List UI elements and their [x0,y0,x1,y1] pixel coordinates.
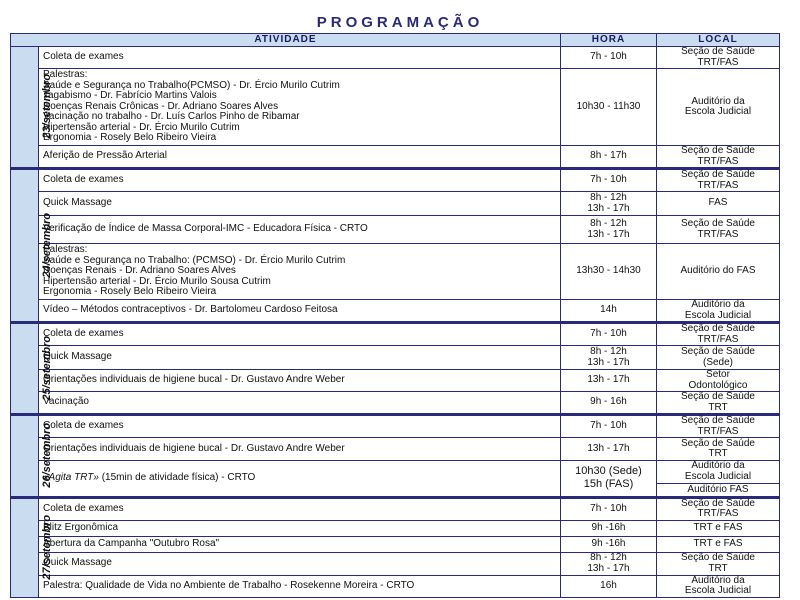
location-cell: Setor Odontológico [657,370,780,392]
header-local: LOCAL [657,34,780,47]
time-cell: 7h - 10h [561,169,657,192]
activity-cell: Coleta de exames [39,47,561,69]
location-cell: Seção de Saúde (Sede) [657,346,780,370]
time-cell: 10h30 (Sede) 15h (FAS) [561,461,657,498]
header-row [11,34,780,47]
time-cell: 13h - 17h [561,370,657,392]
location-cell: Seção de Saúde TRT/FAS [657,497,780,520]
activity-cell: Vacinação [39,392,561,415]
activity-cell: Verificação de Índice de Massa Corporal-IMC - Educadora Física - CRTO [39,216,561,244]
table-row [11,216,780,244]
schedule-table [10,33,780,598]
day-cell-25 [11,323,54,415]
agita-trt-label: «Agita TRT» [43,472,99,483]
table-row [11,244,780,300]
location-cell: Seção de Saúde TRT/FAS [657,169,780,192]
time-cell: 9h - 16h [561,392,657,415]
location-cell: Seção de Saúde TRT [657,438,780,461]
table-row [11,169,780,192]
activity-cell: Coleta de exames [39,323,561,346]
table-row [11,575,780,597]
location-cell: TRT e FAS [657,520,780,536]
location-cell: Auditório da Escola Judicial Auditório FAS [657,461,780,498]
day-label: 27/setembro [41,514,54,580]
table-row [11,146,780,169]
page-title: PROGRAMAÇÃO [316,14,484,31]
time-cell: 8h - 12h 13h - 17h [561,552,657,575]
table-row [11,461,780,498]
location-cell: FAS [657,192,780,216]
activity-cell: Aferição de Pressão Arterial [39,146,561,169]
day-label: 23/setembro [41,74,54,139]
activity-cell: Coleta de exames [39,169,561,192]
table-row [11,392,780,415]
table-row [11,346,780,370]
time-cell: 16h [561,575,657,597]
location-cell: Seção de Saúde TRT/FAS [657,47,780,69]
time-cell: 7h - 10h [561,47,657,69]
day-label: 25/setembro [41,335,54,401]
day-label: 26/setembro [41,422,54,488]
location-cell: Seção de Saúde TRT/FAS [657,415,780,438]
table-row [11,47,780,69]
activity-cell: Quick Massage [39,346,561,370]
time-cell: 14h [561,300,657,323]
activity-cell: Palestras: Saúde e Segurança no Trabalho: (PCMSO) - Dr. Ércio Murilo Cutrim Doenças Renais - Dr. Adriano Soares Alves Hipertensão arterial - Dr. Ércio Murilo Sousa Cutrim Ergonomia - Rosely Belo Ribeiro Vieira [39,244,561,300]
location-cell: Seção de Saúde TRT/FAS [657,216,780,244]
time-cell: 13h30 - 14h30 [561,244,657,300]
table-row [11,370,780,392]
table-row [11,520,780,536]
location-cell: TRT e FAS [657,536,780,552]
activity-cell: Coleta de exames [39,415,561,438]
day-cell-23 [11,47,54,169]
time-cell: 8h - 12h 13h - 17h [561,346,657,370]
table-row [11,300,780,323]
time-cell: 7h - 10h [561,497,657,520]
table-row [11,323,780,346]
time-cell: 9h -16h [561,520,657,536]
table-row [11,192,780,216]
time-cell: 7h - 10h [561,323,657,346]
activity-cell: Coleta de exames [39,497,561,520]
location-cell: Auditório do FAS [657,244,780,300]
activity-cell: Orientações individuais de higiene bucal - Dr. Gustavo Andre Weber [39,370,561,392]
table-row [11,552,780,575]
activity-cell: Quick Massage [39,192,561,216]
time-cell: 8h - 12h 13h - 17h [561,216,657,244]
activity-cell: Vídeo – Métodos contraceptivos - Dr. Bartolomeu Cardoso Feitosa [39,300,561,323]
table-row [11,536,780,552]
activity-cell: Abertura da Campanha "Outubro Rosa" [39,536,561,552]
header-hora: HORA [561,34,657,47]
header-atividade: ATIVIDADE [11,34,561,47]
day-label: 24/setembro [41,212,54,278]
time-cell: 10h30 - 11h30 [561,69,657,146]
day-cell-24 [11,169,54,323]
activity-cell: Orientações individuais de higiene bucal - Dr. Gustavo Andre Weber [39,438,561,461]
location-cell: Auditório da Escola Judicial [657,69,780,146]
table-row [11,69,780,146]
location-cell: Seção de Saúde TRT [657,392,780,415]
time-cell: 8h - 12h 13h - 17h [561,192,657,216]
table-row [11,438,780,461]
table-row [11,497,780,520]
activity-cell: Blitz Ergonômica [39,520,561,536]
location-cell: Seção de Saúde TRT [657,552,780,575]
day-cell-26 [11,415,54,498]
activity-cell: «Agita TRT» (15min de atividade física) - CRTO [39,461,561,498]
location-cell: Seção de Saúde TRT/FAS [657,323,780,346]
location-cell: Auditório da Escola Judicial [657,300,780,323]
location-cell: Seção de Saúde TRT/FAS [657,146,780,169]
activity-cell: Palestra: Qualidade de Vida no Ambiente de Trabalho - Rosekenne Moreira - CRTO [39,575,561,597]
activity-cell: Palestras: Saúde e Segurança no Trabalho(PCMSO) - Dr. Ércio Murilo Cutrim Tagabismo - Dr. Fabrício Martins Valois Doenças Renais Crônicas - Dr. Adriano Soares Alves Vacinação no trabalho - Dr. Luís Carlos Pinho de Ribamar Hipertensão arterial - Dr. Ércio Murilo Cutrim Ergonomia - Rosely Belo Ribeiro Vieira [39,69,561,146]
time-cell: 7h - 10h [561,415,657,438]
activity-cell: Quick Massage [39,552,561,575]
location-cell: Auditório da Escola Judicial [657,575,780,597]
time-cell: 9h -16h [561,536,657,552]
day-cell-27 [11,497,54,597]
table-row [11,415,780,438]
time-cell: 8h - 17h [561,146,657,169]
time-cell: 13h - 17h [561,438,657,461]
